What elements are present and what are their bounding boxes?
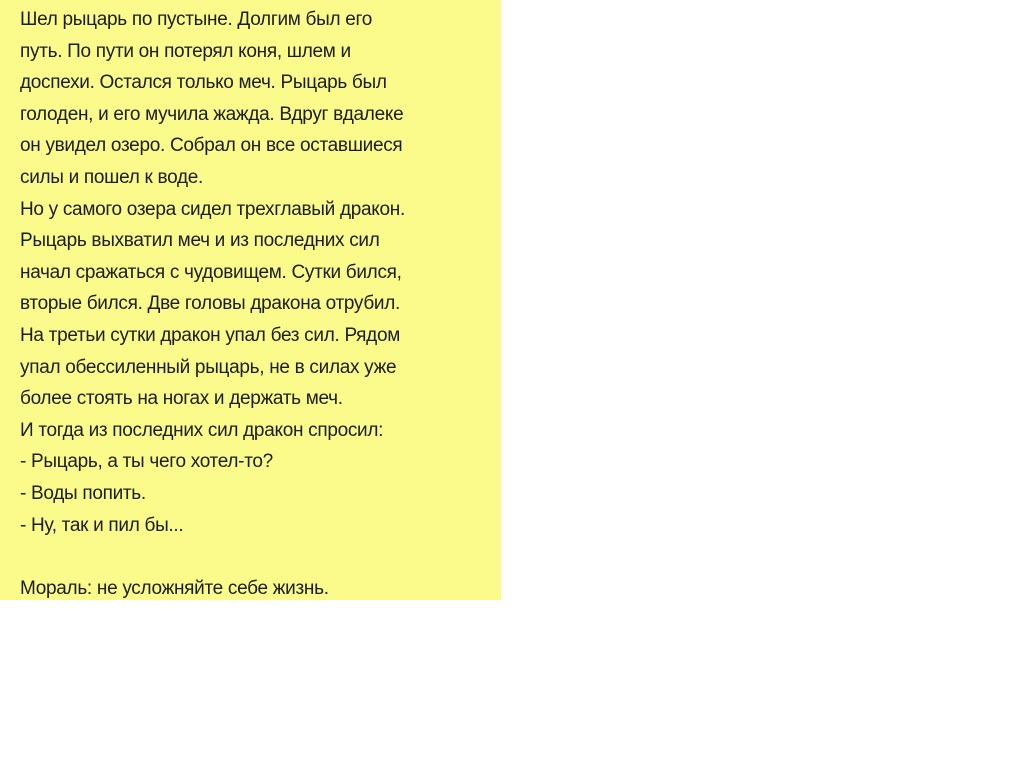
story-line: упал обессиленный рыцарь, не в силах уже <box>20 356 397 378</box>
story-line: На третьи сутки дракон упал без сил. Рядом <box>20 324 400 346</box>
moral-line: Мораль: не усложняйте себе жизнь. <box>20 577 329 599</box>
story-line: начал сражаться с чудовищем. Сутки бился, <box>20 261 402 283</box>
dialogue-line: - Ну, так и пил бы... <box>20 514 184 536</box>
story-line: голоден, и его мучила жажда. Вдруг вдалеке <box>20 103 404 125</box>
dialogue-line: - Рыцарь, а ты чего хотел-то? <box>20 451 273 473</box>
blank-spacer <box>20 541 501 573</box>
story-line: более стоять на ногах и держать меч. <box>20 388 343 410</box>
story-line: доспехи. Остался только меч. Рыцарь был <box>20 72 387 94</box>
story-line: Рыцарь выхватил меч и из последних сил <box>20 230 380 252</box>
story-line: он увидел озеро. Собрал он все оставшиеся <box>20 135 403 157</box>
story-line: путь. По пути он потерял коня, шлем и <box>20 40 351 62</box>
story-line: Шел рыцарь по пустыне. Долгим был его <box>20 9 372 30</box>
story-line: Но у самого озера сидел трехглавый дракон. <box>20 198 405 220</box>
story-line: вторые бился. Две головы дракона отрубил. <box>20 293 401 315</box>
story-line: И тогда из последних сил дракон спросил: <box>20 419 384 441</box>
dialogue-line: - Воды попить. <box>20 482 146 504</box>
story-note-card <box>0 0 501 600</box>
story-line: силы и пошел к воде. <box>20 166 203 188</box>
